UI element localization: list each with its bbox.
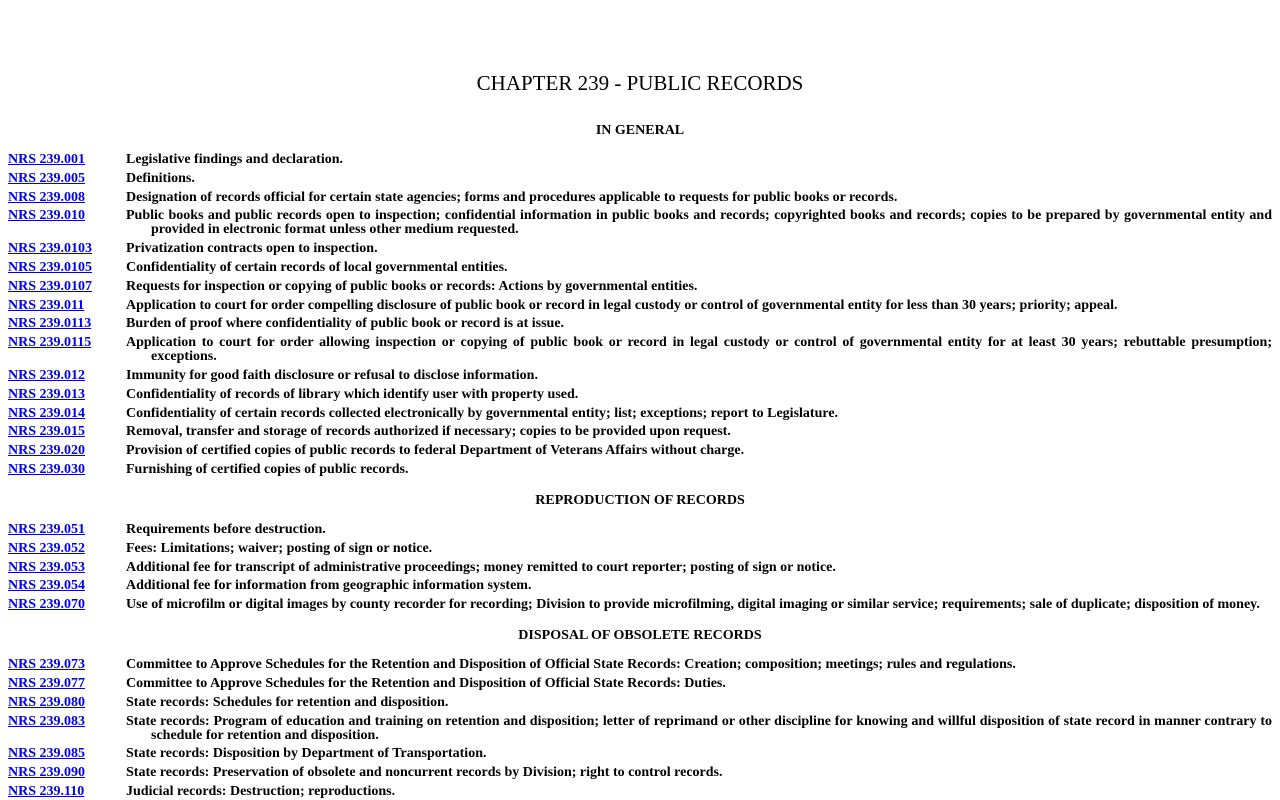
section-link[interactable]: NRS 239.070 <box>8 597 86 612</box>
section-description: Burden of proof where confidentiality of public book or record is at issue. <box>126 316 565 331</box>
list-item <box>0 407 1280 425</box>
list-item <box>0 444 1280 463</box>
section-reproduction <box>0 493 1280 509</box>
section-description: Judicial records: Destruction; reproductions. <box>126 784 396 799</box>
list-item <box>0 191 1280 209</box>
list-item <box>0 561 1280 579</box>
list-item <box>0 766 1280 785</box>
section-description: Committee to Approve Schedules for the Retention and Disposition of Official State Records: Creation; composition; meetings; rules and regulations. <box>126 657 1016 672</box>
list-item <box>0 677 1280 696</box>
section-link[interactable]: NRS 239.0103 <box>8 241 93 256</box>
chapter-title: CHAPTER 239 - PUBLIC RECORDS <box>476 71 804 95</box>
section-entries <box>0 658 1280 800</box>
section-description: Requirements before destruction. <box>126 522 326 537</box>
section-description: Removal, transfer and storage of records authorized if necessary; copies to be provided upon request. <box>126 424 731 439</box>
list-item <box>0 336 1280 369</box>
list-item <box>0 579 1280 598</box>
section-description: Confidentiality of certain records of local governmental entities. <box>126 260 508 275</box>
section-description: State records: Preservation of obsolete and noncurrent records by Division; right to control records. <box>126 765 723 780</box>
section-entries <box>0 523 1280 617</box>
section-description: State records: Program of education and training on retention and disposition; letter of reprimand or other discipline for knowing and willful disposition of state record in manner contrary to schedule for retention and disposition. <box>126 714 1272 743</box>
list-item <box>0 299 1280 317</box>
list-item <box>0 696 1280 715</box>
section-in-general <box>0 123 1280 139</box>
section-description: State records: Disposition by Department of Transportation. <box>126 746 487 761</box>
section-link[interactable]: NRS 239.008 <box>8 190 86 205</box>
section-link[interactable]: NRS 239.0105 <box>8 260 93 275</box>
section-description: Immunity for good faith disclosure or refusal to disclose information. <box>126 368 538 383</box>
section-link[interactable]: NRS 239.0115 <box>8 335 92 350</box>
section-link[interactable]: NRS 239.054 <box>8 578 86 593</box>
section-link[interactable]: NRS 239.077 <box>8 676 86 691</box>
list-item <box>0 425 1280 444</box>
section-description: State records: Schedules for retention and disposition. <box>126 695 449 710</box>
section-link[interactable]: NRS 239.005 <box>8 171 86 186</box>
section-link[interactable]: NRS 239.073 <box>8 657 86 672</box>
list-item <box>0 785 1280 800</box>
section-link[interactable]: NRS 239.090 <box>8 765 86 780</box>
section-description: Confidentiality of certain records collected electronically by governmental entity; list; exceptions; report to Legislature. <box>126 406 839 421</box>
list-item <box>0 388 1280 407</box>
list-item <box>0 369 1280 388</box>
section-disposal <box>0 628 1280 644</box>
section-link[interactable]: NRS 239.020 <box>8 443 86 458</box>
section-link[interactable]: NRS 239.010 <box>8 208 86 223</box>
list-item <box>0 317 1280 336</box>
list-item <box>0 172 1280 191</box>
section-description: Confidentiality of records of library which identify user with property used. <box>126 387 579 402</box>
section-description: Furnishing of certified copies of public records. <box>126 462 409 477</box>
section-description: Requests for inspection or copying of public books or records: Actions by governmental entities. <box>126 279 698 294</box>
section-description: Definitions. <box>126 171 195 186</box>
list-item <box>0 280 1280 299</box>
list-item <box>0 542 1280 561</box>
section-link[interactable]: NRS 239.001 <box>8 152 86 167</box>
section-description: Fees: Limitations; waiver; posting of sign or notice. <box>126 541 433 556</box>
list-item <box>0 747 1280 766</box>
list-item <box>0 153 1280 172</box>
section-description: Use of microfilm or digital images by county recorder for recording; Division to provide microfilming, digital imaging or similar service; requirements; sale of duplicate; disposition of money. <box>126 597 1260 612</box>
section-description: Legislative findings and declaration. <box>126 152 344 167</box>
list-item <box>0 261 1280 280</box>
section-link[interactable]: NRS 239.015 <box>8 424 86 439</box>
section-description: Application to court for order allowing inspection or copying of public book or record in legal custody or control of governmental entity for at least 30 years; rebuttable presumption; exceptions. <box>126 335 1272 364</box>
section-description: Designation of records official for certain state agencies; forms and procedures applicable to requests for public books or records. <box>126 190 898 205</box>
section-heading: IN GENERAL <box>595 123 685 138</box>
section-description: Privatization contracts open to inspection. <box>126 241 378 256</box>
section-heading: DISPOSAL OF OBSOLETE RECORDS <box>518 628 762 643</box>
section-link[interactable]: NRS 239.051 <box>8 522 86 537</box>
section-heading: REPRODUCTION OF RECORDS <box>535 493 745 508</box>
section-link[interactable]: NRS 239.012 <box>8 368 86 383</box>
section-description: Committee to Approve Schedules for the Retention and Disposition of Official State Records: Duties. <box>126 676 726 691</box>
section-description: Provision of certified copies of public records to federal Department of Veterans Affairs without charge. <box>126 443 745 458</box>
section-link[interactable]: NRS 239.013 <box>8 387 86 402</box>
list-item <box>0 463 1280 482</box>
section-link[interactable]: NRS 239.110 <box>8 784 85 799</box>
section-link[interactable]: NRS 239.0113 <box>8 316 92 331</box>
section-link[interactable]: NRS 239.083 <box>8 714 86 729</box>
section-link[interactable]: NRS 239.052 <box>8 541 86 556</box>
section-description: Application to court for order compelling disclosure of public book or record in legal custody or control of governmental entity for less than 30 years; priority; appeal. <box>126 298 1118 313</box>
section-description: Additional fee for information from geographic information system. <box>126 578 532 593</box>
section-link[interactable]: NRS 239.0107 <box>8 279 93 294</box>
list-item <box>0 715 1280 747</box>
section-link[interactable]: NRS 239.053 <box>8 560 86 575</box>
list-item <box>0 598 1280 617</box>
section-description: Public books and public records open to inspection; confidential information in public books and records; copyrighted books and records; copies to be prepared by governmental entity and provided in electronic format unless other medium requested. <box>126 208 1272 237</box>
list-item <box>0 658 1280 677</box>
list-item <box>0 523 1280 542</box>
section-link[interactable]: NRS 239.014 <box>8 406 86 421</box>
list-item <box>0 209 1280 242</box>
list-item <box>0 242 1280 261</box>
section-link[interactable]: NRS 239.080 <box>8 695 86 710</box>
section-link[interactable]: NRS 239.030 <box>8 462 86 477</box>
section-entries <box>0 153 1280 482</box>
section-link[interactable]: NRS 239.011 <box>8 298 85 313</box>
section-description: Additional fee for transcript of administrative proceedings; money remitted to court reporter; posting of sign or notice. <box>126 560 836 575</box>
section-link[interactable]: NRS 239.085 <box>8 746 86 761</box>
